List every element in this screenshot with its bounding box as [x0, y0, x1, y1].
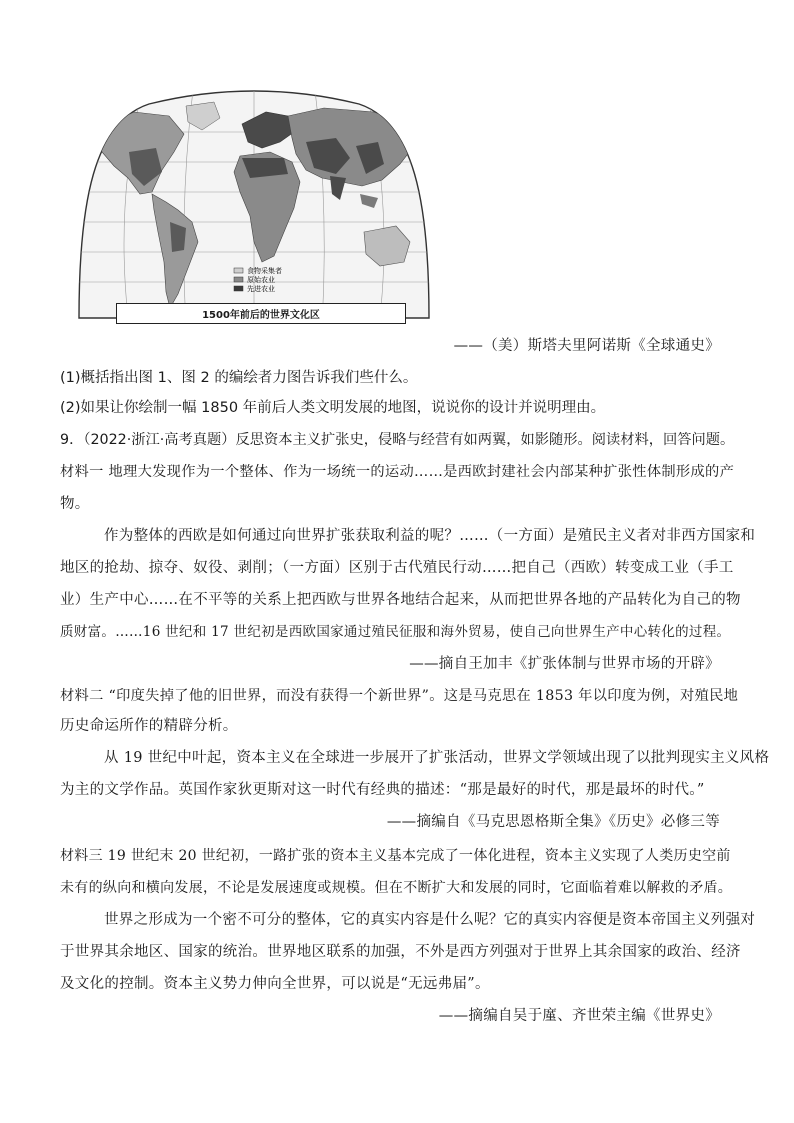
legend-item-gatherers: 食物采集者: [247, 267, 282, 275]
material2-line: 材料二 “印度失掉了他的旧世界，而没有获得一个新世界”。这是马克思在 1853 年以印度为例，对殖民地: [60, 688, 739, 704]
material3-line: 未有的纵向和横向发展，不论是发展速度或规模。但在不断扩大和发展的同时，它面临着难以解救的矛盾。: [60, 880, 733, 896]
material1-line: 材料一 地理大发现作为一个整体、作为一场统一的运动……是西欧封建社会内部某种扩张性体制形成的产: [60, 464, 735, 480]
map-legend: [234, 266, 282, 293]
question-1: (1)概括指出图 1、图 2 的编绘者力图告诉我们些什么。: [60, 370, 418, 386]
material1-line: 业）生产中心……在不平等的关系上把西欧与世界各地结合起来，从而把世界各地的产品转化为自己的物: [60, 592, 741, 608]
material1-source: ——摘自王加丰《扩张体制与世界市场的开辟》: [409, 656, 720, 672]
material2-line: 从 19 世纪中叶起，资本主义在全球进一步展开了扩张活动，世界文学领域出现了以批判现实主义风格: [104, 750, 770, 766]
material3-line: 及文化的控制。资本主义势力伸向全世界，可以说是“无远弗届”。: [60, 976, 490, 992]
question-9-heading: 9．（2022·浙江·高考真题）反思资本主义扩张史，侵略与经营有如两翼，如影随形。阅读材料，回答问题。: [60, 432, 735, 448]
material1-line: 物。: [60, 496, 90, 512]
material1-line: 质财富。……16 世纪和 17 世纪初是西欧国家通过殖民征服和海外贸易，使自己向世界生产中心转化的过程。: [60, 624, 731, 640]
world-map-image: [74, 82, 434, 326]
material3-line: 材料三 19 世纪末 20 世纪初，一路扩张的资本主义基本完成了一体化进程，资本主义实现了人类历史空前: [60, 848, 731, 864]
map-caption: 1500年前后的世界文化区: [116, 303, 406, 324]
material3-source: ——摘编自吴于廑、齐世荣主编《世界史》: [438, 1008, 720, 1024]
material2-line: 为主的文学作品。英国作家狄更斯对这一时代有经典的描述：“那是最好的时代，那是最坏的时代。”: [60, 782, 705, 798]
material1-line: 作为整体的西欧是如何通过向世界扩张获取利益的呢？……（一方面）是殖民主义者对非西方国家和: [104, 528, 756, 544]
material2-line: 历史命运所作的精辟分析。: [60, 718, 238, 734]
material1-line: 地区的抢劫、掠夺、奴役、剥削；（一方面）区别于古代殖民行动……把自己（西欧）转变成工业（手工: [60, 560, 734, 576]
legend-item-advanced-agriculture: 先进农业: [247, 285, 275, 293]
world-map-figure: [74, 82, 434, 326]
question-2: (2)如果让你绘制一幅 1850 年前后人类文明发展的地图，说说你的设计并说明理由。: [60, 400, 606, 416]
material2-source: ——摘编自《马克思恩格斯全集》《历史》必修三等: [386, 814, 720, 830]
material3-line: 于世界其余地区、国家的统治。世界地区联系的加强，不外是西方列强对于世界上其余国家的政治、经济: [60, 944, 741, 960]
source-citation-1: ——（美）斯塔夫里阿诺斯《全球通史》: [453, 338, 720, 354]
material3-line: 世界之形成为一个密不可分的整体，它的真实内容是什么呢？它的真实内容便是资本帝国主义列强对: [104, 912, 756, 928]
legend-item-primitive-agriculture: 原始农业: [247, 276, 275, 284]
